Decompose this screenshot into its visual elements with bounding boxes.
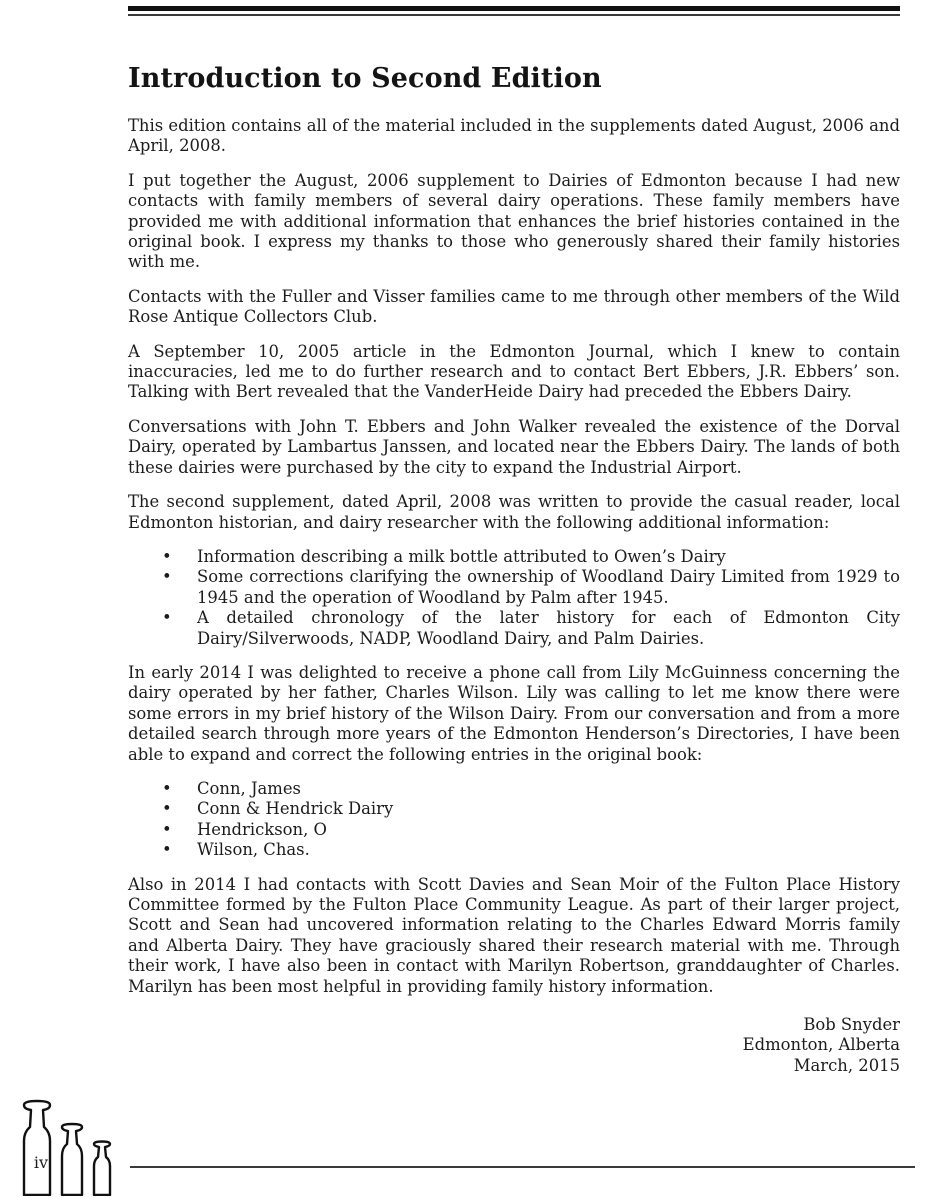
- list-item: [128, 608, 900, 649]
- bullet-icon: •: [162, 567, 172, 587]
- paragraph-6: The second supplement, dated April, 2008 was written to provide the casual reader, local Edmonton historian, and dairy researcher with the following additional information:: [128, 492, 900, 532]
- list-item-label: Conn & Hendrick Dairy: [197, 799, 394, 819]
- bullet-icon: •: [162, 608, 172, 628]
- list-item-label: Some corrections clarifying the ownership of Woodland Dairy Limited from 1929 to 1945 and the operation of Woodland by Palm after 1945.: [197, 567, 900, 607]
- footer-rule: [130, 1166, 915, 1168]
- list-item: [128, 567, 900, 608]
- paragraph-5: Conversations with John T. Ebbers and John Walker revealed the existence of the Dorval Dairy, operated by Lambartus Janssen, and located near the Ebbers Dairy. The lands of both these dairies were purchased by the city to expand the Industrial Airport.: [128, 416, 900, 477]
- milk-bottles-icon: [10, 1096, 122, 1196]
- bullet-icon: •: [162, 819, 172, 839]
- signature-location: Edmonton, Alberta: [742, 1035, 900, 1055]
- header-rule-group: [128, 6, 900, 16]
- paragraph-2: I put together the August, 2006 supplement to Dairies of Edmonton because I had new contacts with family members of several dairy operations. These family members have provided me with additional information that enhances the brief histories contained in the original book. I express my thanks to those who generously shared their family histories with me.: [128, 170, 900, 272]
- list-item-label: Hendrickson, O: [197, 819, 327, 839]
- paragraph-4: A September 10, 2005 article in the Edmonton Journal, which I knew to contain inaccuracies, led me to do further research and to contact Bert Ebbers, J.R. Ebbers’ son. Talking with Bert revealed that the VanderHeide Dairy had preceded the Ebbers Dairy.: [128, 341, 900, 402]
- list-item: [128, 799, 900, 819]
- paragraph-3: Contacts with the Fuller and Visser families came to me through other members of the Wild Rose Antique Collectors Club.: [128, 286, 900, 327]
- list-item-label: Conn, James: [197, 778, 301, 798]
- bullet-icon: •: [162, 778, 172, 798]
- bullet-icon: •: [162, 840, 172, 860]
- page-number: iv: [33, 1153, 49, 1172]
- signature-name: Bob Snyder: [803, 1015, 900, 1035]
- bullet-icon: •: [162, 546, 172, 566]
- paragraph-7: In early 2014 I was delighted to receive a phone call from Lily McGuinness concerning the dairy operated by her father, Charles Wilson. Lily was calling to let me know there were some errors in my brief history of the Wilson Dairy. From our conversation and from a more detailed search through more years of the Edmonton Henderson’s Directories, I have been able to expand and correct the following entries in the original book:: [128, 662, 900, 764]
- paragraph-1: This edition contains all of the material included in the supplements dated August, 2006 and April, 2008.: [128, 116, 900, 156]
- supplement-contents-list: [128, 547, 900, 649]
- list-item-label: Wilson, Chas.: [197, 840, 310, 860]
- list-item-label: Information describing a milk bottle attributed to Owen’s Dairy: [197, 546, 726, 566]
- header-rule-thin: [128, 14, 900, 16]
- page-title: Introduction to Second Edition: [128, 63, 602, 94]
- page-content: [128, 62, 900, 1076]
- page-footer: [0, 1090, 927, 1200]
- list-item: [128, 820, 900, 840]
- list-item: [128, 840, 900, 860]
- paragraph-8: Also in 2014 I had contacts with Scott Davies and Sean Moir of the Fulton Place History Committee formed by the Fulton Place Community League. As part of their larger project, Scott and Sean had uncovered information relating to the Charles Edward Morris family and Alberta Dairy. They have graciously shared their research material with me. Through their work, I have also been in contact with Marilyn Robertson, granddaughter of Charles. Marilyn has been most helpful in providing family history information.: [128, 874, 900, 996]
- list-item-label: A detailed chronology of the later history for each of Edmonton City Dairy/Silverwoods, NADP, Woodland Dairy, and Palm Dairies.: [197, 608, 900, 648]
- bullet-icon: •: [162, 799, 172, 819]
- list-item: [128, 547, 900, 567]
- signature-date: March, 2015: [793, 1055, 900, 1075]
- header-rule-thick: [128, 6, 900, 11]
- corrected-entries-list: [128, 779, 900, 861]
- signature-block: [128, 1015, 900, 1076]
- list-item: [128, 779, 900, 799]
